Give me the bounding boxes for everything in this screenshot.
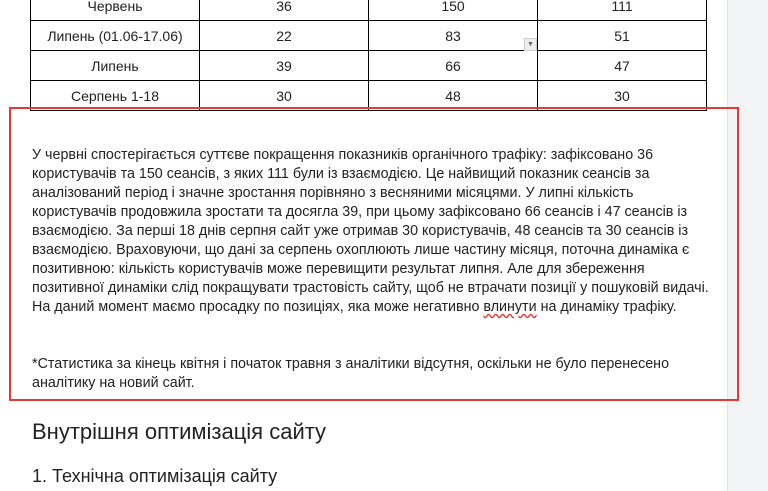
subsection-heading[interactable]: 1. Технічна оптимізація сайту: [32, 466, 278, 486]
footnote-paragraph[interactable]: *Статистика за кінець квітня і початок травня з аналітики відсутня, оскільки не було перенесено аналітику на новий сайт.: [32, 356, 670, 391]
table-row: [31, 51, 707, 81]
table-cell[interactable]: 30: [538, 81, 707, 111]
table-cell[interactable]: Серпень 1-18: [31, 81, 200, 111]
table-cell[interactable]: 30: [200, 81, 369, 111]
table-cell[interactable]: Липень (01.06-17.06): [31, 21, 200, 51]
table-cell[interactable]: 22: [200, 21, 369, 51]
table-cell[interactable]: 48: [369, 81, 538, 111]
paragraph-text: У червні спостерігається суттєве покращення показників органічного трафіку: зафіксовано 36 користувачів та 150 сеансів, з яких 111 були із взаємодією. Це найвищий показник сеансів за аналізований період і значне зростання порівняно з весняними місяцями. У липні кількість користувачів продовжила зростати та досягла 39, при цьому зафіксовано 66 сеансів і 47 сеансів із взаємодією. За перші 18 днів серпня сайт уже отримав 30 користувачів, 48 сеансів та 30 сеансів із взаємодією. Враховуючи, що дані за серпень охоплюють лише частину місяця, поточна динаміка є позитивною: кількість користувачів може перевищити результат липня. Але для збереження позитивної динаміки слід покращувати трастовість сайту, щоб не втрачати позиції у пошуковій видачі. На даний момент маємо просадку по позиціях, яка може негативно: [32, 147, 709, 315]
table-cell[interactable]: 150: [369, 0, 538, 21]
traffic-stats-table: [30, 0, 707, 111]
table-row: [31, 21, 707, 51]
table-cell[interactable]: 39: [200, 51, 369, 81]
cell-value: 66: [445, 57, 461, 74]
table-row: [31, 0, 707, 21]
table-cell[interactable]: Червень: [31, 0, 200, 21]
table-cell[interactable]: 83: [369, 21, 538, 51]
table-cell[interactable]: 111: [538, 0, 707, 21]
table-cell[interactable]: [369, 40, 538, 81]
analysis-paragraph[interactable]: [32, 146, 712, 317]
spellcheck-flagged-word[interactable]: влинути: [483, 299, 537, 315]
table-cell[interactable]: Липень: [31, 51, 200, 81]
section-heading[interactable]: Внутрішня оптимізація сайту: [32, 419, 327, 444]
table-cell[interactable]: 36: [200, 0, 369, 21]
table-row: [31, 81, 707, 111]
table-cell[interactable]: 51: [538, 21, 707, 51]
cell-content: [369, 40, 537, 74]
chevron-down-icon[interactable]: ▼: [524, 38, 537, 51]
table-cell[interactable]: 47: [538, 51, 707, 81]
paragraph-text-end: на динаміку трафіку.: [536, 299, 677, 315]
